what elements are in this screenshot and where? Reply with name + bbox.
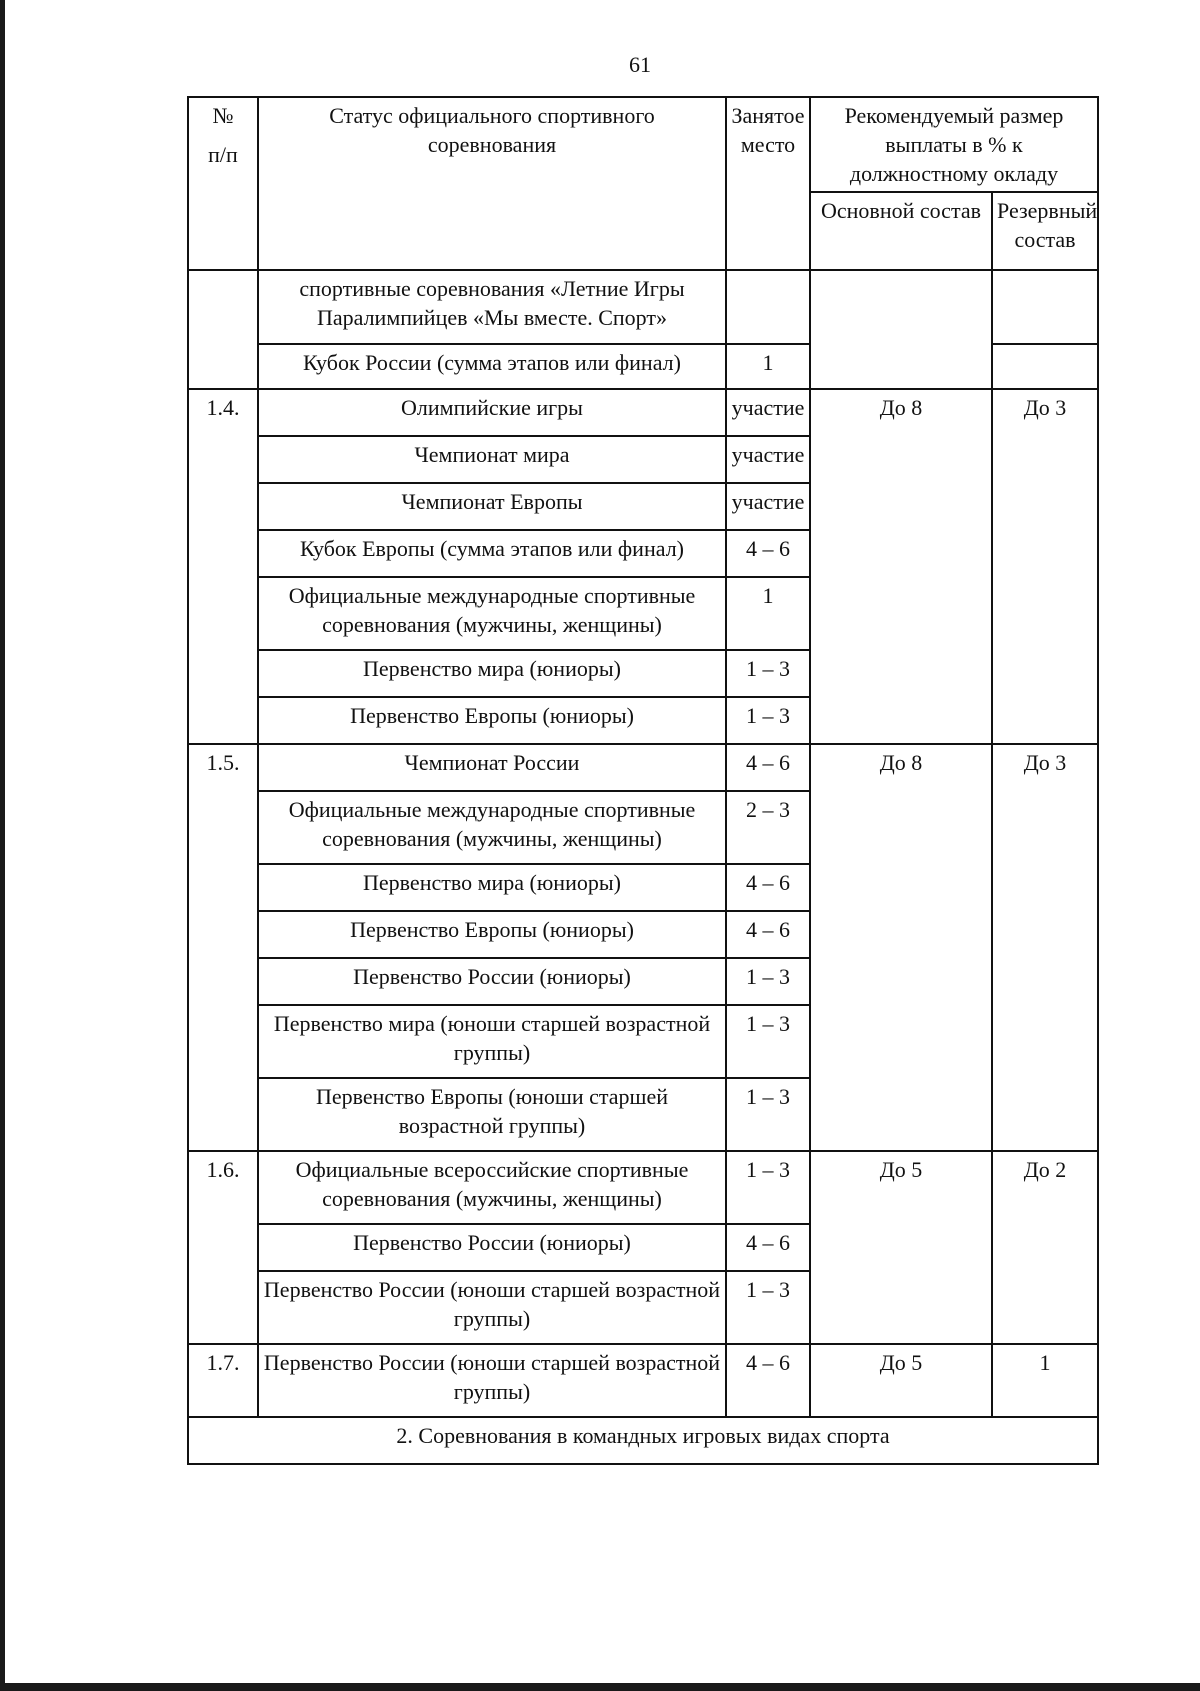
place-cell: 1 [726, 344, 810, 389]
status-cell: Первенство мира (юниоры) [258, 650, 726, 697]
header-reserve-team: Резервный состав [992, 192, 1098, 270]
table-row [188, 389, 1098, 436]
scan-edge-left [0, 0, 5, 1691]
reserve-cell-continued [992, 270, 1098, 344]
place-cell: 4 – 6 [726, 530, 810, 577]
status-cell: Первенство Европы (юниоры) [258, 697, 726, 744]
main-team-value: До 5 [810, 1151, 992, 1344]
status-cell: Первенство мира (юноши старшей возрастной группы) [258, 1005, 726, 1078]
reserve-team-value: До 3 [992, 744, 1098, 1151]
status-cell: Первенство Европы (юниоры) [258, 911, 726, 958]
status-cell: спортивные соревнования «Летние Игры Паралимпийцев «Мы вместе. Спорт» [258, 270, 726, 344]
header-main-team: Основной состав [810, 192, 992, 270]
place-cell: 1 – 3 [726, 1078, 810, 1151]
place-cell: участие [726, 483, 810, 530]
place-cell: 4 – 6 [726, 1344, 810, 1417]
place-cell: 1 – 3 [726, 1005, 810, 1078]
status-cell: Первенство России (юноши старшей возрастной группы) [258, 1271, 726, 1344]
header-place: Занятое место [726, 97, 810, 270]
place-cell: участие [726, 389, 810, 436]
header-payment: Рекомендуемый размер выплаты в % к должностному окладу [810, 97, 1098, 192]
status-cell: Олимпийские игры [258, 389, 726, 436]
reserve-cell-continued [992, 344, 1098, 389]
num-cell-continued [188, 270, 258, 389]
status-cell: Чемпионат Европы [258, 483, 726, 530]
group-num: 1.7. [188, 1344, 258, 1417]
place-cell [726, 270, 810, 344]
header-num-sub: п/п [208, 142, 238, 167]
group-num: 1.5. [188, 744, 258, 1151]
group-num: 1.6. [188, 1151, 258, 1344]
place-cell: участие [726, 436, 810, 483]
table-row [188, 1344, 1098, 1417]
place-cell: 4 – 6 [726, 864, 810, 911]
status-cell: Первенство России (юноши старшей возрастной группы) [258, 1344, 726, 1417]
main-team-value: До 5 [810, 1344, 992, 1417]
status-cell: Чемпионат мира [258, 436, 726, 483]
header-status: Статус официального спортивного соревнования [258, 97, 726, 270]
table-row [188, 1151, 1098, 1224]
reserve-team-value: 1 [992, 1344, 1098, 1417]
group-num: 1.4. [188, 389, 258, 744]
place-cell: 2 – 3 [726, 791, 810, 864]
place-cell: 1 – 3 [726, 1151, 810, 1224]
status-cell: Первенство России (юниоры) [258, 1224, 726, 1271]
page-number: 61 [629, 52, 651, 77]
place-cell: 4 – 6 [726, 744, 810, 791]
header-num [188, 97, 258, 270]
table-row [188, 270, 1098, 344]
status-cell: Первенство Европы (юноши старшей возрастной группы) [258, 1078, 726, 1151]
status-cell: Первенство мира (юниоры) [258, 864, 726, 911]
status-cell: Официальные всероссийские спортивные соревнования (мужчины, женщины) [258, 1151, 726, 1224]
payment-table [187, 96, 1099, 1465]
table-row [188, 744, 1098, 791]
main-team-value: До 8 [810, 744, 992, 1151]
place-cell: 1 – 3 [726, 1271, 810, 1344]
status-cell: Кубок России (сумма этапов или финал) [258, 344, 726, 389]
status-cell: Официальные международные спортивные соревнования (мужчины, женщины) [258, 577, 726, 650]
header-num-label: № [212, 103, 234, 128]
main-team-value: До 8 [810, 389, 992, 744]
header-row [188, 97, 1098, 192]
main-cell-continued [810, 270, 992, 389]
status-cell: Первенство России (юниоры) [258, 958, 726, 1005]
place-cell: 4 – 6 [726, 911, 810, 958]
place-cell: 1 [726, 577, 810, 650]
place-cell: 1 – 3 [726, 650, 810, 697]
place-cell: 4 – 6 [726, 1224, 810, 1271]
section-title: 2. Соревнования в командных игровых видах спорта [188, 1417, 1098, 1464]
section-row [188, 1417, 1098, 1464]
status-cell: Кубок Европы (сумма этапов или финал) [258, 530, 726, 577]
status-cell: Чемпионат России [258, 744, 726, 791]
scan-edge-bottom [0, 1683, 1200, 1691]
status-cell: Официальные международные спортивные соревнования (мужчины, женщины) [258, 791, 726, 864]
reserve-team-value: До 3 [992, 389, 1098, 744]
place-cell: 1 – 3 [726, 697, 810, 744]
place-cell: 1 – 3 [726, 958, 810, 1005]
reserve-team-value: До 2 [992, 1151, 1098, 1344]
